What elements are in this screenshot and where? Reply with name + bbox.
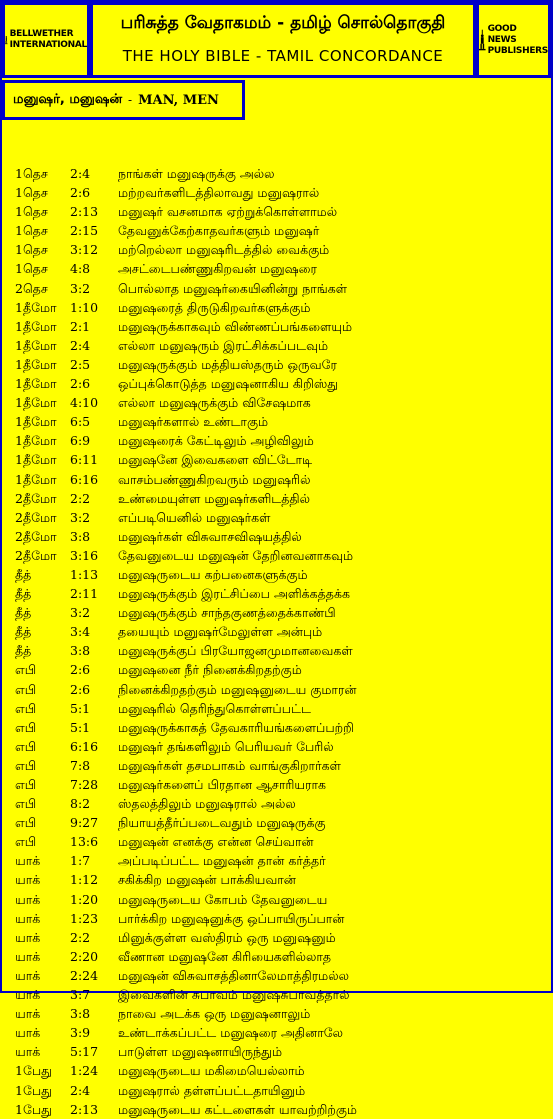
verse-text: மனுஷன் எனக்கு என்ன செய்வான் xyxy=(118,834,314,850)
verse-ref: 7:8 xyxy=(70,757,91,773)
verse-text: மனுஷருடைய கோபம் தேவனுடைய xyxy=(118,891,328,907)
headword-tamil: மனுஷர், மனுஷன் xyxy=(13,92,123,107)
book-abbrev: 1தீமோ xyxy=(15,318,57,334)
verse-ref: 2:20 xyxy=(70,948,99,964)
verse-text: மனுஷர்களால் உண்டாகும் xyxy=(118,414,269,430)
list-item xyxy=(15,221,551,240)
book-abbrev: தீத் xyxy=(15,586,32,602)
list-item xyxy=(15,546,551,565)
list-item xyxy=(15,259,551,278)
verse-ref: 2:2 xyxy=(70,490,91,506)
verse-text: நினைக்கிறதற்கும் மனுஷனுடைய குமாரன் xyxy=(118,681,357,697)
verse-text: ஸ்தலத்திலும் மனுஷரால் அல்ல xyxy=(118,796,296,812)
verse-ref: 3:4 xyxy=(70,624,91,640)
list-item xyxy=(15,699,551,718)
verse-text: மனுஷரைக் கேட்டிலும் அழிவிலும் xyxy=(118,433,314,449)
list-item xyxy=(15,660,551,679)
list-item xyxy=(15,565,551,584)
book-abbrev: 2தீமோ xyxy=(15,490,57,506)
verse-text: எல்லா மனுஷருக்கும் விசேஷமாக xyxy=(118,395,311,411)
verse-ref: 6:9 xyxy=(70,433,91,449)
book-abbrev: 2தீமோ xyxy=(15,547,57,563)
verse-ref: 3:9 xyxy=(70,1025,91,1041)
book-abbrev: 1தீமோ xyxy=(15,356,57,372)
verse-text: மனுஷர்களைப் பிரதான ஆசாரியராக xyxy=(118,777,327,792)
logo-line-1: GOOD NEWS xyxy=(487,23,517,45)
verse-ref: 2:4 xyxy=(70,1082,91,1098)
verse-ref: 5:1 xyxy=(70,719,91,735)
verse-ref: 2:6 xyxy=(70,681,91,697)
list-item xyxy=(15,794,551,813)
verse-text: மனுஷருடைய கட்டளைகள் யாவற்றிற்கும் xyxy=(118,1101,357,1117)
verse-text: மனுஷருக்கும் சாந்தகுணத்தைக்காண்பி xyxy=(118,605,336,621)
list-item xyxy=(15,584,551,603)
torch-figure-icon xyxy=(479,18,486,62)
verse-text: தயையும் மனுஷர்மேலுள்ள அன்பும் xyxy=(118,624,323,640)
verse-ref: 2:13 xyxy=(70,1101,99,1117)
verse-ref: 2:4 xyxy=(70,337,91,353)
verse-ref: 3:2 xyxy=(70,280,91,296)
verse-text: தேவனுடைய மனுஷன் தேறினவனாகவும் xyxy=(118,547,354,563)
book-abbrev: யாக் xyxy=(15,929,41,945)
book-abbrev: யாக் xyxy=(15,891,41,907)
list-item xyxy=(15,202,551,221)
list-item xyxy=(15,603,551,622)
verse-text: மனுஷரால் தள்ளப்பட்டதாயினும் xyxy=(118,1082,306,1098)
verse-ref: 6:5 xyxy=(70,414,91,430)
book-abbrev: 1தீமோ xyxy=(15,471,57,487)
verse-ref: 8:2 xyxy=(70,796,91,812)
verse-text: எல்லா மனுஷரும் இரட்சிக்கப்படவும் xyxy=(118,337,329,353)
list-item xyxy=(15,1081,551,1100)
list-item xyxy=(15,622,551,641)
list-item xyxy=(15,164,551,183)
verse-text: மனுஷனை நீர் நினைக்கிறதற்கும் xyxy=(118,662,302,678)
list-item xyxy=(15,336,551,355)
verse-ref: 6:16 xyxy=(70,471,99,487)
verse-text: மனுஷரைத் திருடுகிறவர்களுக்கும் xyxy=(118,299,311,315)
verse-text: மனுஷருக்காகவும் விண்ணப்பங்களையும் xyxy=(118,318,353,334)
book-abbrev: தீத் xyxy=(15,566,32,582)
book-abbrev: 1தெச xyxy=(15,185,48,201)
verse-text: எப்படியெனில் மனுஷர்கள் xyxy=(118,509,271,525)
verse-text: மனுஷரில் தெரிந்துகொள்ளப்பட்ட xyxy=(118,700,311,716)
list-item xyxy=(15,240,551,259)
title-tamil: பரிசுத்த வேதாகமம் - தமிழ் சொல்தொகுதி xyxy=(120,13,446,33)
list-item xyxy=(15,756,551,775)
verse-text: அப்படிப்பட்ட மனுஷன் தான் கர்த்தர் xyxy=(118,853,326,869)
book-abbrev: யாக் xyxy=(15,1006,41,1022)
bellwether-logo xyxy=(5,11,87,69)
list-item xyxy=(15,1061,551,1080)
verse-ref: 2:15 xyxy=(70,223,99,239)
verse-text: ஒப்புக்கொடுத்த மனுஷனாகிய கிறிஸ்து xyxy=(118,376,339,392)
list-item xyxy=(15,183,551,202)
verse-ref: 5:17 xyxy=(70,1044,99,1060)
book-abbrev: 1தீமோ xyxy=(15,452,57,468)
list-item xyxy=(15,279,551,298)
verse-text: மனுஷனே இவைகளை விட்டோடி xyxy=(118,452,313,468)
verse-ref: 2:24 xyxy=(70,967,99,983)
book-abbrev: எபி xyxy=(15,796,37,812)
book-abbrev: யாக் xyxy=(15,853,41,869)
verse-ref: 3:8 xyxy=(70,1006,91,1022)
book-abbrev: 1பேது xyxy=(15,1101,52,1117)
book-abbrev: எபி xyxy=(15,681,37,697)
book-abbrev: 1தீமோ xyxy=(15,376,57,392)
book-abbrev: 1தெச xyxy=(15,242,48,258)
list-item xyxy=(15,489,551,508)
good-news-logo-box xyxy=(476,2,551,78)
verse-ref: 13:6 xyxy=(70,834,99,850)
book-abbrev: எபி xyxy=(15,700,37,716)
verse-ref: 3:16 xyxy=(70,547,99,563)
headword-separator: - xyxy=(128,93,133,107)
list-item xyxy=(15,431,551,450)
verse-text: மனுஷருக்காகத் தேவகாரியங்களைப்பற்றி xyxy=(118,719,354,735)
list-item xyxy=(15,1004,551,1023)
list-item xyxy=(15,374,551,393)
list-item xyxy=(15,527,551,546)
list-item xyxy=(15,718,551,737)
verse-ref: 3:12 xyxy=(70,242,99,258)
book-abbrev: 1தீமோ xyxy=(15,337,57,353)
verse-ref: 1:12 xyxy=(70,872,99,888)
list-item xyxy=(15,890,551,909)
list-item xyxy=(15,813,551,832)
verse-text: நாங்கள் மனுஷருக்கு அல்ல xyxy=(118,166,275,181)
title-box xyxy=(90,2,476,78)
list-item xyxy=(15,393,551,412)
verse-ref: 3:2 xyxy=(70,605,91,621)
headword-english: MAN, MEN xyxy=(138,92,219,108)
book-abbrev: யாக் xyxy=(15,987,41,1003)
verse-text: மனுஷர்கள் விசுவாசவிஷயத்தில் xyxy=(118,528,302,544)
verse-text: மனுஷருடைய மகிமையெல்லாம் xyxy=(118,1063,305,1079)
book-abbrev: 1பேது xyxy=(15,1063,52,1079)
verse-ref: 1:20 xyxy=(70,891,99,907)
verse-ref: 1:24 xyxy=(70,1063,99,1079)
verse-text: உண்டாக்கப்பட்ட மனுஷரை அதினாலே xyxy=(118,1025,344,1041)
verse-text: மனுஷருடைய கற்பனைகளுக்கும் xyxy=(118,566,308,582)
book-abbrev: யாக் xyxy=(15,948,41,964)
verse-ref: 3:8 xyxy=(70,528,91,544)
list-item xyxy=(15,870,551,889)
verse-text: மனுஷருக்கும் மத்தியஸ்தரும் ஒருவரே xyxy=(118,356,337,372)
list-item xyxy=(15,851,551,870)
book-abbrev: யாக் xyxy=(15,1044,41,1060)
verse-text: மனுஷருக்குப் பிரயோஜனமுமானவைகள் xyxy=(118,643,353,659)
verse-ref: 1:23 xyxy=(70,910,99,926)
verse-text: பாடுள்ள மனுஷனாயிருந்தும் xyxy=(118,1044,283,1060)
book-abbrev: எபி xyxy=(15,662,37,678)
book-abbrev: 1தீமோ xyxy=(15,433,57,449)
verse-ref: 3:7 xyxy=(70,987,91,1003)
verse-ref: 5:1 xyxy=(70,700,91,716)
book-abbrev: தீத் xyxy=(15,624,32,640)
book-abbrev: 1தீமோ xyxy=(15,414,57,430)
list-item xyxy=(15,508,551,527)
book-abbrev: 2தீமோ xyxy=(15,509,57,525)
logo-line-2: INTERNATIONAL xyxy=(9,40,87,50)
list-item xyxy=(15,928,551,947)
verse-ref: 9:27 xyxy=(70,815,99,831)
verse-text: சகிக்கிற மனுஷன் பாக்கியவான் xyxy=(118,872,296,888)
verse-ref: 2:6 xyxy=(70,662,91,678)
verse-text: மனுஷர் வசனமாக ஏற்றுக்கொள்ளாமல் xyxy=(118,204,338,220)
headword-box xyxy=(2,80,245,120)
list-item xyxy=(15,832,551,851)
verse-text: பொல்லாத மனுஷர்கையினின்று நாங்கள் xyxy=(118,280,347,296)
verse-text: பார்க்கிற மனுஷனுக்கு ஒப்பாயிருப்பான் xyxy=(118,910,345,926)
list-item xyxy=(15,1100,551,1119)
book-abbrev: 1தெச xyxy=(15,223,48,239)
book-abbrev: 2தெச xyxy=(15,280,48,296)
verse-text: மனுஷருக்கும் இரட்சிப்பை அளிக்கத்தக்க xyxy=(118,586,350,602)
book-abbrev: 1தெச xyxy=(15,261,48,277)
verse-ref: 1:13 xyxy=(70,566,99,582)
book-abbrev: யாக் xyxy=(15,1025,41,1041)
list-item xyxy=(15,966,551,985)
verse-ref: 2:6 xyxy=(70,185,91,201)
list-item xyxy=(15,737,551,756)
list-item xyxy=(15,298,551,317)
verse-ref: 1:10 xyxy=(70,299,99,315)
verse-ref: 4:10 xyxy=(70,395,99,411)
book-abbrev: எபி xyxy=(15,757,37,773)
verse-text: மனுஷர்கள் தசமபாகம் வாங்குகிறார்கள் xyxy=(118,757,341,773)
verse-text: மனுஷன் விசுவாசத்தினாலேமாத்திரமல்ல xyxy=(118,967,349,983)
verse-ref: 3:2 xyxy=(70,509,91,525)
book-abbrev: யாக் xyxy=(15,967,41,983)
verse-ref: 2:2 xyxy=(70,929,91,945)
verse-text: அசட்டைபண்ணுகிறவன் மனுஷரை xyxy=(118,261,317,277)
entry-list xyxy=(15,164,551,1119)
book-abbrev: தீத் xyxy=(15,643,32,659)
verse-text: உண்மையுள்ள மனுஷர்களிடத்தில் xyxy=(118,490,310,506)
verse-text: மற்றெல்லா மனுஷரிடத்தில் வைக்கும் xyxy=(118,242,330,258)
logo-line-1: BELLWETHER xyxy=(9,29,74,39)
verse-ref: 2:11 xyxy=(70,586,99,602)
book-abbrev: எபி xyxy=(15,777,37,792)
book-abbrev: 2தீமோ xyxy=(15,528,57,544)
book-abbrev: 1தெச xyxy=(15,204,48,220)
book-abbrev: 1தீமோ xyxy=(15,395,57,411)
figure-icon xyxy=(5,18,8,62)
verse-text: நாவை அடக்க ஒரு மனுஷனாலும் xyxy=(118,1006,311,1022)
book-abbrev: எபி xyxy=(15,738,37,754)
verse-text: மற்றவர்களிடத்திலாவது மனுஷரால் xyxy=(118,185,320,201)
verse-text: தேவனுக்கேற்காதவர்களும் மனுஷர் xyxy=(118,223,320,239)
book-abbrev: எபி xyxy=(15,834,37,850)
list-item xyxy=(15,355,551,374)
list-item xyxy=(15,680,551,699)
good-news-logo xyxy=(479,11,548,69)
book-abbrev: தீத் xyxy=(15,605,32,621)
verse-ref: 2:1 xyxy=(70,318,91,334)
book-abbrev: யாக் xyxy=(15,872,41,888)
book-abbrev: 1பேது xyxy=(15,1082,52,1098)
verse-ref: 4:8 xyxy=(70,261,91,277)
list-item xyxy=(15,909,551,928)
list-item xyxy=(15,317,551,336)
verse-text: வீணான மனுஷனே கிரியைகளில்லாத xyxy=(118,948,332,964)
verse-ref: 6:16 xyxy=(70,738,99,754)
book-abbrev: 1தெச xyxy=(15,166,48,181)
verse-text: மினுக்குள்ள வஸ்திரம் ஒரு மனுஷனும் xyxy=(118,929,336,945)
list-item xyxy=(15,775,551,794)
list-item xyxy=(15,1042,551,1061)
logo-line-2: PUBLISHERS xyxy=(487,45,548,56)
verse-ref: 2:13 xyxy=(70,204,99,220)
verse-ref: 6:11 xyxy=(70,452,99,468)
verse-ref: 3:8 xyxy=(70,643,91,659)
title-english: THE HOLY BIBLE - TAMIL CONCORDANCE xyxy=(122,47,444,65)
bellwether-logo-box xyxy=(2,2,90,78)
list-item xyxy=(15,947,551,966)
verse-ref: 7:28 xyxy=(70,777,99,792)
list-item xyxy=(15,450,551,469)
list-item xyxy=(15,412,551,431)
verse-ref: 1:7 xyxy=(70,853,91,869)
list-item xyxy=(15,641,551,660)
verse-ref: 2:5 xyxy=(70,356,91,372)
book-abbrev: எபி xyxy=(15,815,37,831)
book-abbrev: யாக் xyxy=(15,910,41,926)
list-item xyxy=(15,1023,551,1042)
verse-ref: 2:4 xyxy=(70,166,91,181)
list-item xyxy=(15,985,551,1004)
verse-text: வாசம்பண்ணுகிறவரும் மனுஷரில் xyxy=(118,471,311,487)
book-abbrev: 1தீமோ xyxy=(15,299,57,315)
verse-text: மனுஷர் தங்களிலும் பெரியவர் பேரில் xyxy=(118,738,334,754)
verse-text: இவைகளின் சுபாவம் மனுஷசுபாவத்தால் xyxy=(118,987,350,1003)
list-item xyxy=(15,470,551,489)
verse-ref: 2:6 xyxy=(70,376,91,392)
verse-text: நியாயத்தீர்ப்படைவதும் மனுஷருக்கு xyxy=(118,815,326,831)
book-abbrev: எபி xyxy=(15,719,37,735)
